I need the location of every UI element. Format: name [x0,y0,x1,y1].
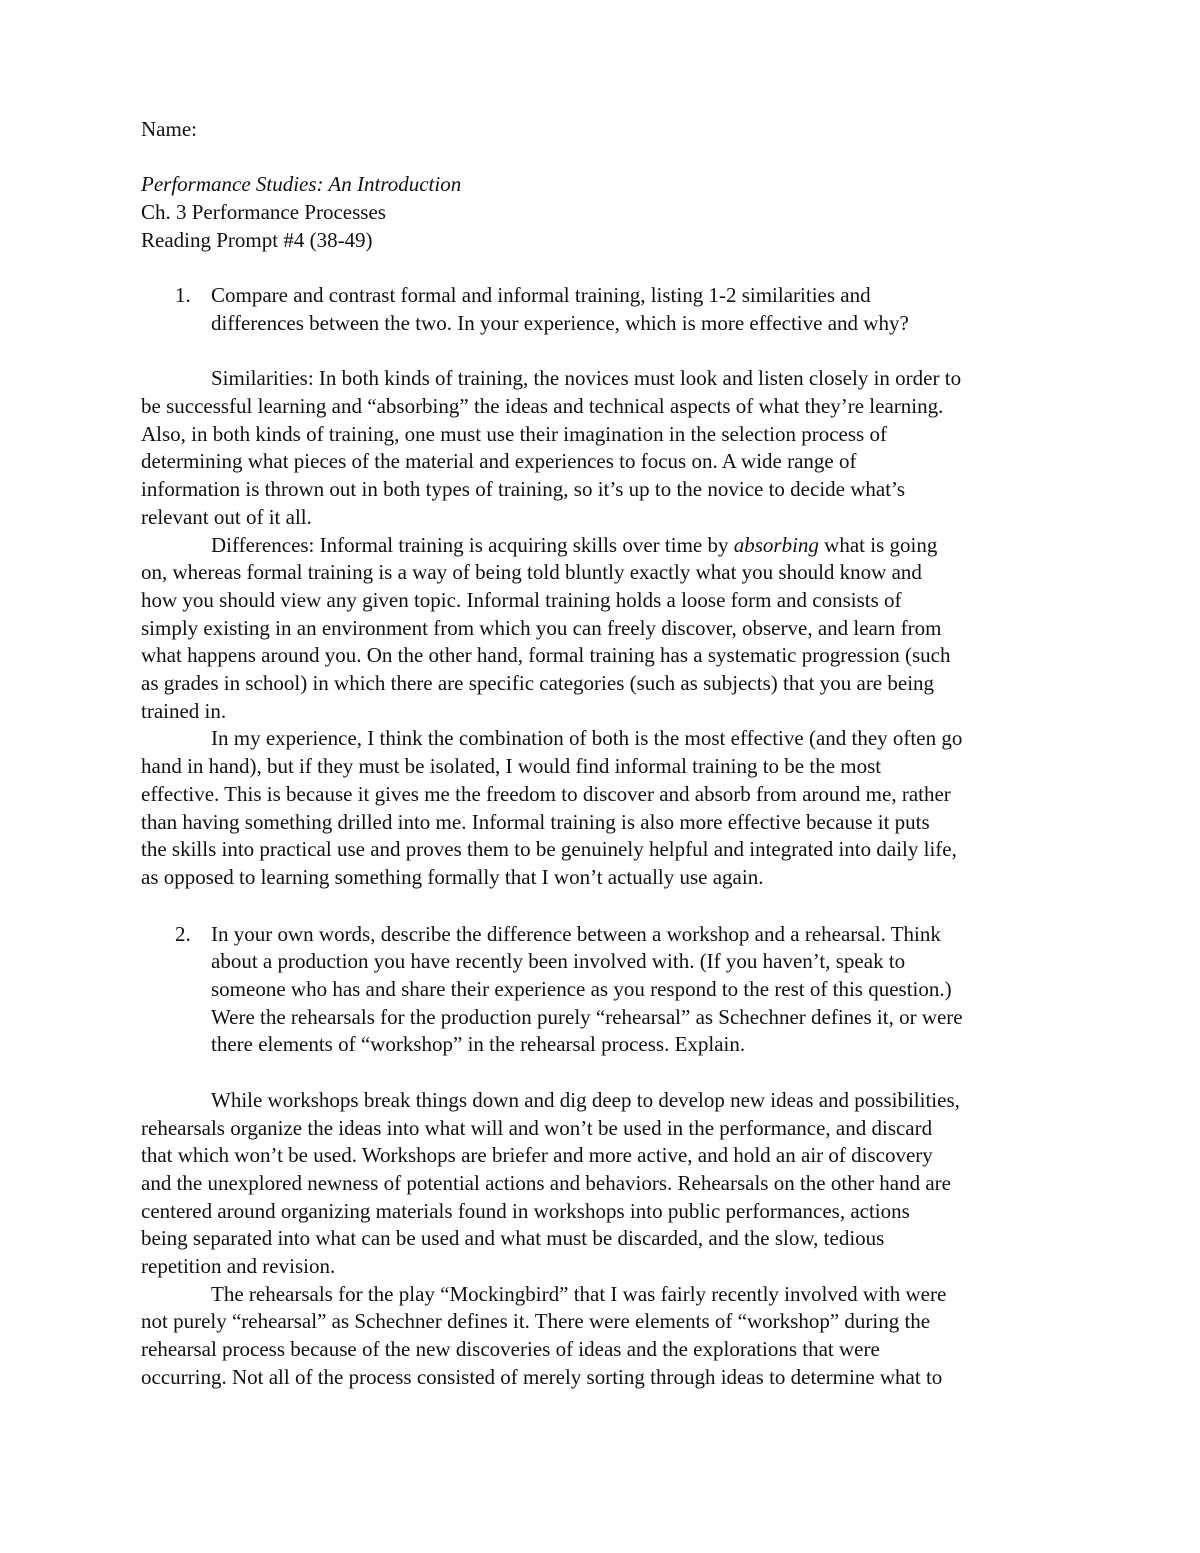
question-2-line: In your own words, describe the difference between a workshop and a rehearsal. Think [211,921,941,946]
paragraph-line: Similarities: In both kinds of training, the novices must look and listen closely in order to [211,366,962,391]
question-2-line: there elements of “workshop” in the rehearsal process. Explain. [211,1032,746,1057]
paragraph-line: The rehearsals for the play “Mockingbird” that I was fairly recently involved with were [211,1281,947,1306]
paragraph-text: what is going [818,532,938,557]
prompt-title: Reading Prompt #4 (38-49) [141,227,373,252]
paragraph-line: be successful learning and “absorbing” the ideas and technical aspects of what they’re learning. [141,393,944,418]
book-title: Performance Studies: An Introduction [141,172,462,197]
paragraph-line: centered around organizing materials found in workshops into public performances, actions [141,1198,910,1223]
paragraph-line: as opposed to learning something formally that I won’t actually use again. [141,864,764,889]
question-1-number: 1. [175,283,191,308]
paragraph-line: the skills into practical use and proves them to be genuinely helpful and integrated into daily life, [141,837,957,862]
paragraph-line: how you should view any given topic. Informal training holds a loose form and consists of [141,587,902,612]
question-1-line: Compare and contrast formal and informal training, listing 1-2 similarities and [211,283,871,308]
answer-1-experience [141,725,1061,891]
paragraph-line: occurring. Not all of the process consisted of merely sorting through ideas to determine what to [141,1364,943,1389]
document-content [141,116,1061,1392]
answer-2-mockingbird [141,1281,1061,1392]
answer-1-similarities [141,365,1061,531]
name-label: Name: [141,117,197,141]
answer-2-workshop-rehearsal [141,1087,1061,1281]
paragraph-line: Also, in both kinds of training, one must use their imagination in the selection process of [141,421,887,446]
paragraph-line: what happens around you. On the other hand, formal training has a systematic progression (such [141,643,951,668]
paragraph-line: that which won’t be used. Workshops are briefer and more active, and hold an air of discovery [141,1143,933,1168]
emphasis-text: absorbing [733,532,819,557]
question-2-line: about a production you have recently been involved with. (If you haven’t, speak to [211,949,906,974]
paragraph-line: While workshops break things down and dig deep to develop new ideas and possibilities, [211,1087,960,1112]
answer-1-differences [141,532,1061,726]
paragraph-line: trained in. [141,698,227,723]
paragraph-line: and the unexplored newness of potential actions and behaviors. Rehearsals on the other hand are [141,1170,951,1195]
paragraph-line: not purely “rehearsal” as Schechner defines it. There were elements of “workshop” during the [141,1309,931,1334]
paragraph-line: In my experience, I think the combination of both is the most effective (and they often go [211,726,963,751]
paragraph-line: on, whereas formal training is a way of being told bluntly exactly what you should know and [141,560,922,585]
paragraph-line: rehearsals organize the ideas into what will and won’t be used in the performance, and discard [141,1115,933,1140]
chapter-title: Ch. 3 Performance Processes [141,200,386,225]
paragraph-line: effective. This is because it gives me the freedom to discover and absorb from around me, rather [141,781,951,806]
paragraph-line: hand in hand), but if they must be isolated, I would find informal training to be the most [141,754,882,779]
paragraph-line: rehearsal process because of the new discoveries of ideas and the explorations that were [141,1337,880,1362]
paragraph-line: information is thrown out in both types of training, so it’s up to the novice to decide what’s [141,477,906,502]
paragraph-line: than having something drilled into me. Informal training is also more effective because it puts [141,809,930,834]
paragraph-line: relevant out of it all. [141,504,312,529]
paragraph-line: simply existing in an environment from which you can freely discover, observe, and learn from [141,615,942,640]
paragraph-line: repetition and revision. [141,1254,336,1279]
paragraph-line: being separated into what can be used and what must be discarded, and the slow, tedious [141,1226,885,1251]
question-2 [141,921,1061,1060]
paragraph-line: as grades in school) in which there are specific categories (such as subjects) that you are being [141,671,935,696]
question-2-number: 2. [175,921,191,946]
question-2-line: Were the rehearsals for the production purely “rehearsal” as Schechner defines it, or were [211,1004,963,1029]
paragraph-line [141,532,1061,560]
question-2-line: someone who has and share their experience as you respond to the rest of this question.) [211,977,952,1002]
question-1-line: differences between the two. In your experience, which is more effective and why? [211,310,909,335]
paragraph-text: Differences: Informal training is acquiring skills over time by [211,532,734,557]
question-1 [141,282,1061,337]
paragraph-line: determining what pieces of the material and experiences to focus on. A wide range of [141,449,857,474]
